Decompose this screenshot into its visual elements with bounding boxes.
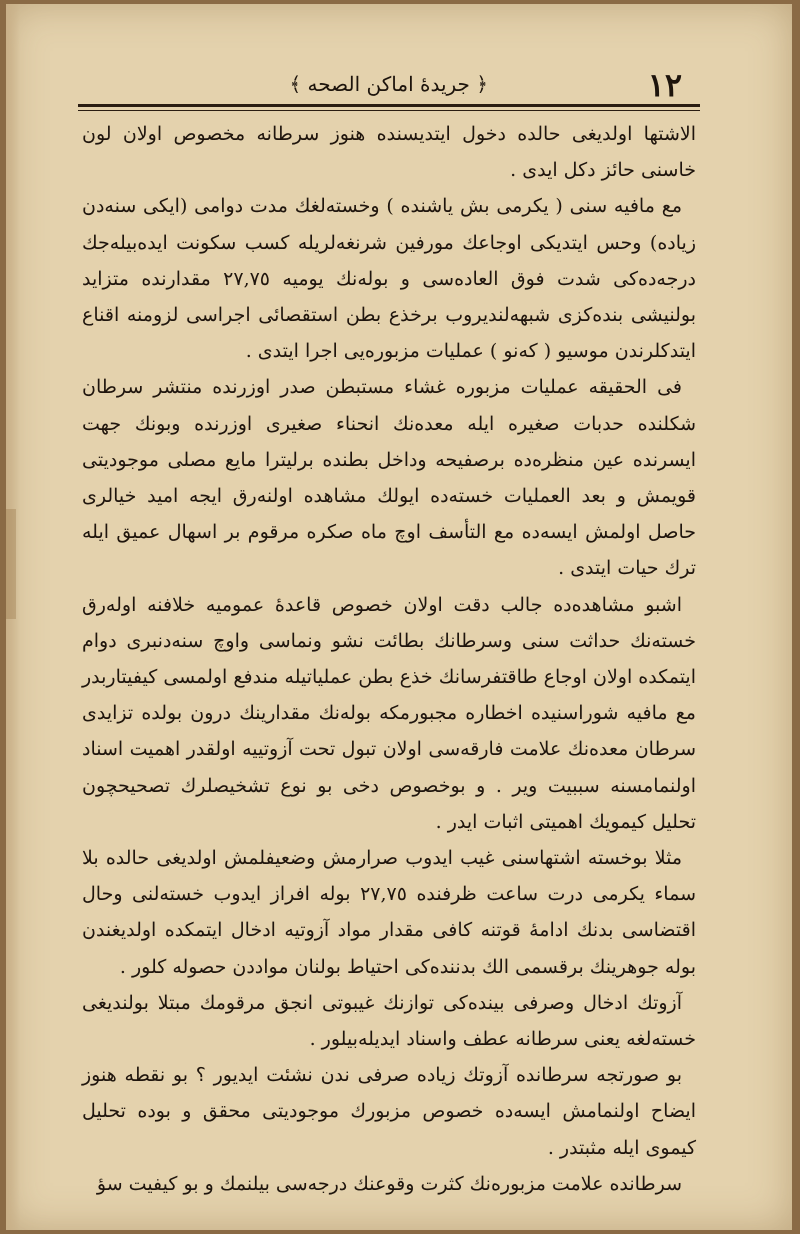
page-number: ١٢ — [647, 66, 682, 104]
paragraph: بو صورتجه سرطانده آزوتك زياده صرفی ندن نشئت ايديور ؟ بو نقطه هنوز ايضاح اولنمامش ايسەده خصوص مزبورك موجوديتی محقق و بوده تحليل كيموی ايله مثبتدر . — [82, 1064, 696, 1159]
book-page — [6, 4, 792, 1230]
header-rule — [78, 104, 700, 107]
page-header — [72, 66, 700, 104]
header-rule-thin — [78, 110, 700, 111]
paragraph: فی الحقيقه عمليات مزبوره غشاء مستبطن صدر اوزرنده منتشر سرطان شكلنده حدبات صغيره ايله معدەنك انحناء صغيری اوزرنده وبونك جهت ايسرنده عين منظرەده برصفيحه وداخل بطنده برليترا مايع مصلی موجوديتی قويمش و بعد العمليات خستەده ايولك مشاهده اولنەرق ايجه اميد خيالری حاصل اولمش ايسەده مع التأسف اوچ ماه صكره مرقوم بر اسهال عميق ايله ترك حيات ايتدی . — [82, 376, 696, 580]
paragraph: آزوتك ادخال وصرفی بيندەكی توازنك غيبوتی انجق مرقومك مبتلا بولنديغی خستەلغه يعنی سرطانه عطف واسناد ايديلەبيلور . — [82, 991, 696, 1051]
running-title: ﴿ جريدهٔ اماكن الصحه ﴾ — [289, 72, 488, 96]
paragraph: سرطانده علامت مزبورەنك كثرت وقوعنك درجەسی بيلنمك و بو كيفيت سؤ — [96, 1172, 682, 1195]
paragraph: الاشتها اولديغی حالده دخول ايتديسنده هنوز سرطانه مخصوص اولان لون خاسنی حائز دكل ايدی . — [82, 123, 696, 182]
paragraph: اشبو مشاهدەده جالب دقت اولان خصوص قاعدهٔ عموميه خلافنه اولەرق خستەنك حداثت سنی وسرطانك بطائت نشو ونماسی واوچ سنەدنبری دوام ايتمكده اولان اوجاع طاقتفرسانك خذع بطن عملياتيله مندفع اولمسی كيفيتاربدر مع مافيه شوراسنيده اخطاره مجبورمكه بولەنك مقدارينك درون بولده تزايدی سرطان معدەنك علامت فارقەسی اولان تبول تحت آزوتیيه اولقدر اهميت اسناد اولنمامسنه سببيت وير . و بوخصوص دخی بو نوع تشخيصلرك تصحيحچون تحليل كيمويك اهميتی اثبات ايدر . — [82, 593, 696, 833]
paragraph: مع مافيه سنی ( يكرمی بش ياشنده ) وخستەلغك مدت دوامی (ايكی سنەدن زياده) وحس ايتديكی اوجاعك مورفين شرنغەلريله كسب سكونت ايدەبيلەجك درجەدەكی شدت فوق العادەسی و بولەنك يوميه ٢٧,٧٥ مقدارنده متزايد بولنيشی بندەكزی شبهەلنديروب برخذع بطن استقصائی اجراسی لزومنه اقناع ايتدكلرندن موسيو ( كەنو ) عمليات مزبورەيی اجرا ايتدی . — [82, 195, 696, 363]
paragraph: مثلا بوخسته اشتهاسنی غيب ايدوب صرارمش وضعيفلمش اولديغی حالده بلا سماء يكرمی درت ساعت ظرفنده ٢٧,٧٥ بوله افراز ايدوب خستەلنی وحال اقتضاسی بدنك ادامهٔ قوتنه كافی مقدار مواد آزوتيه ادخال ايتمكده اولديغندن بوله جوهرينك برقسمی الك بدنندەكی احتياط بولنان مواددن حصوله كلور . — [82, 847, 696, 978]
body-text — [82, 116, 696, 1202]
page-stain — [6, 509, 16, 619]
